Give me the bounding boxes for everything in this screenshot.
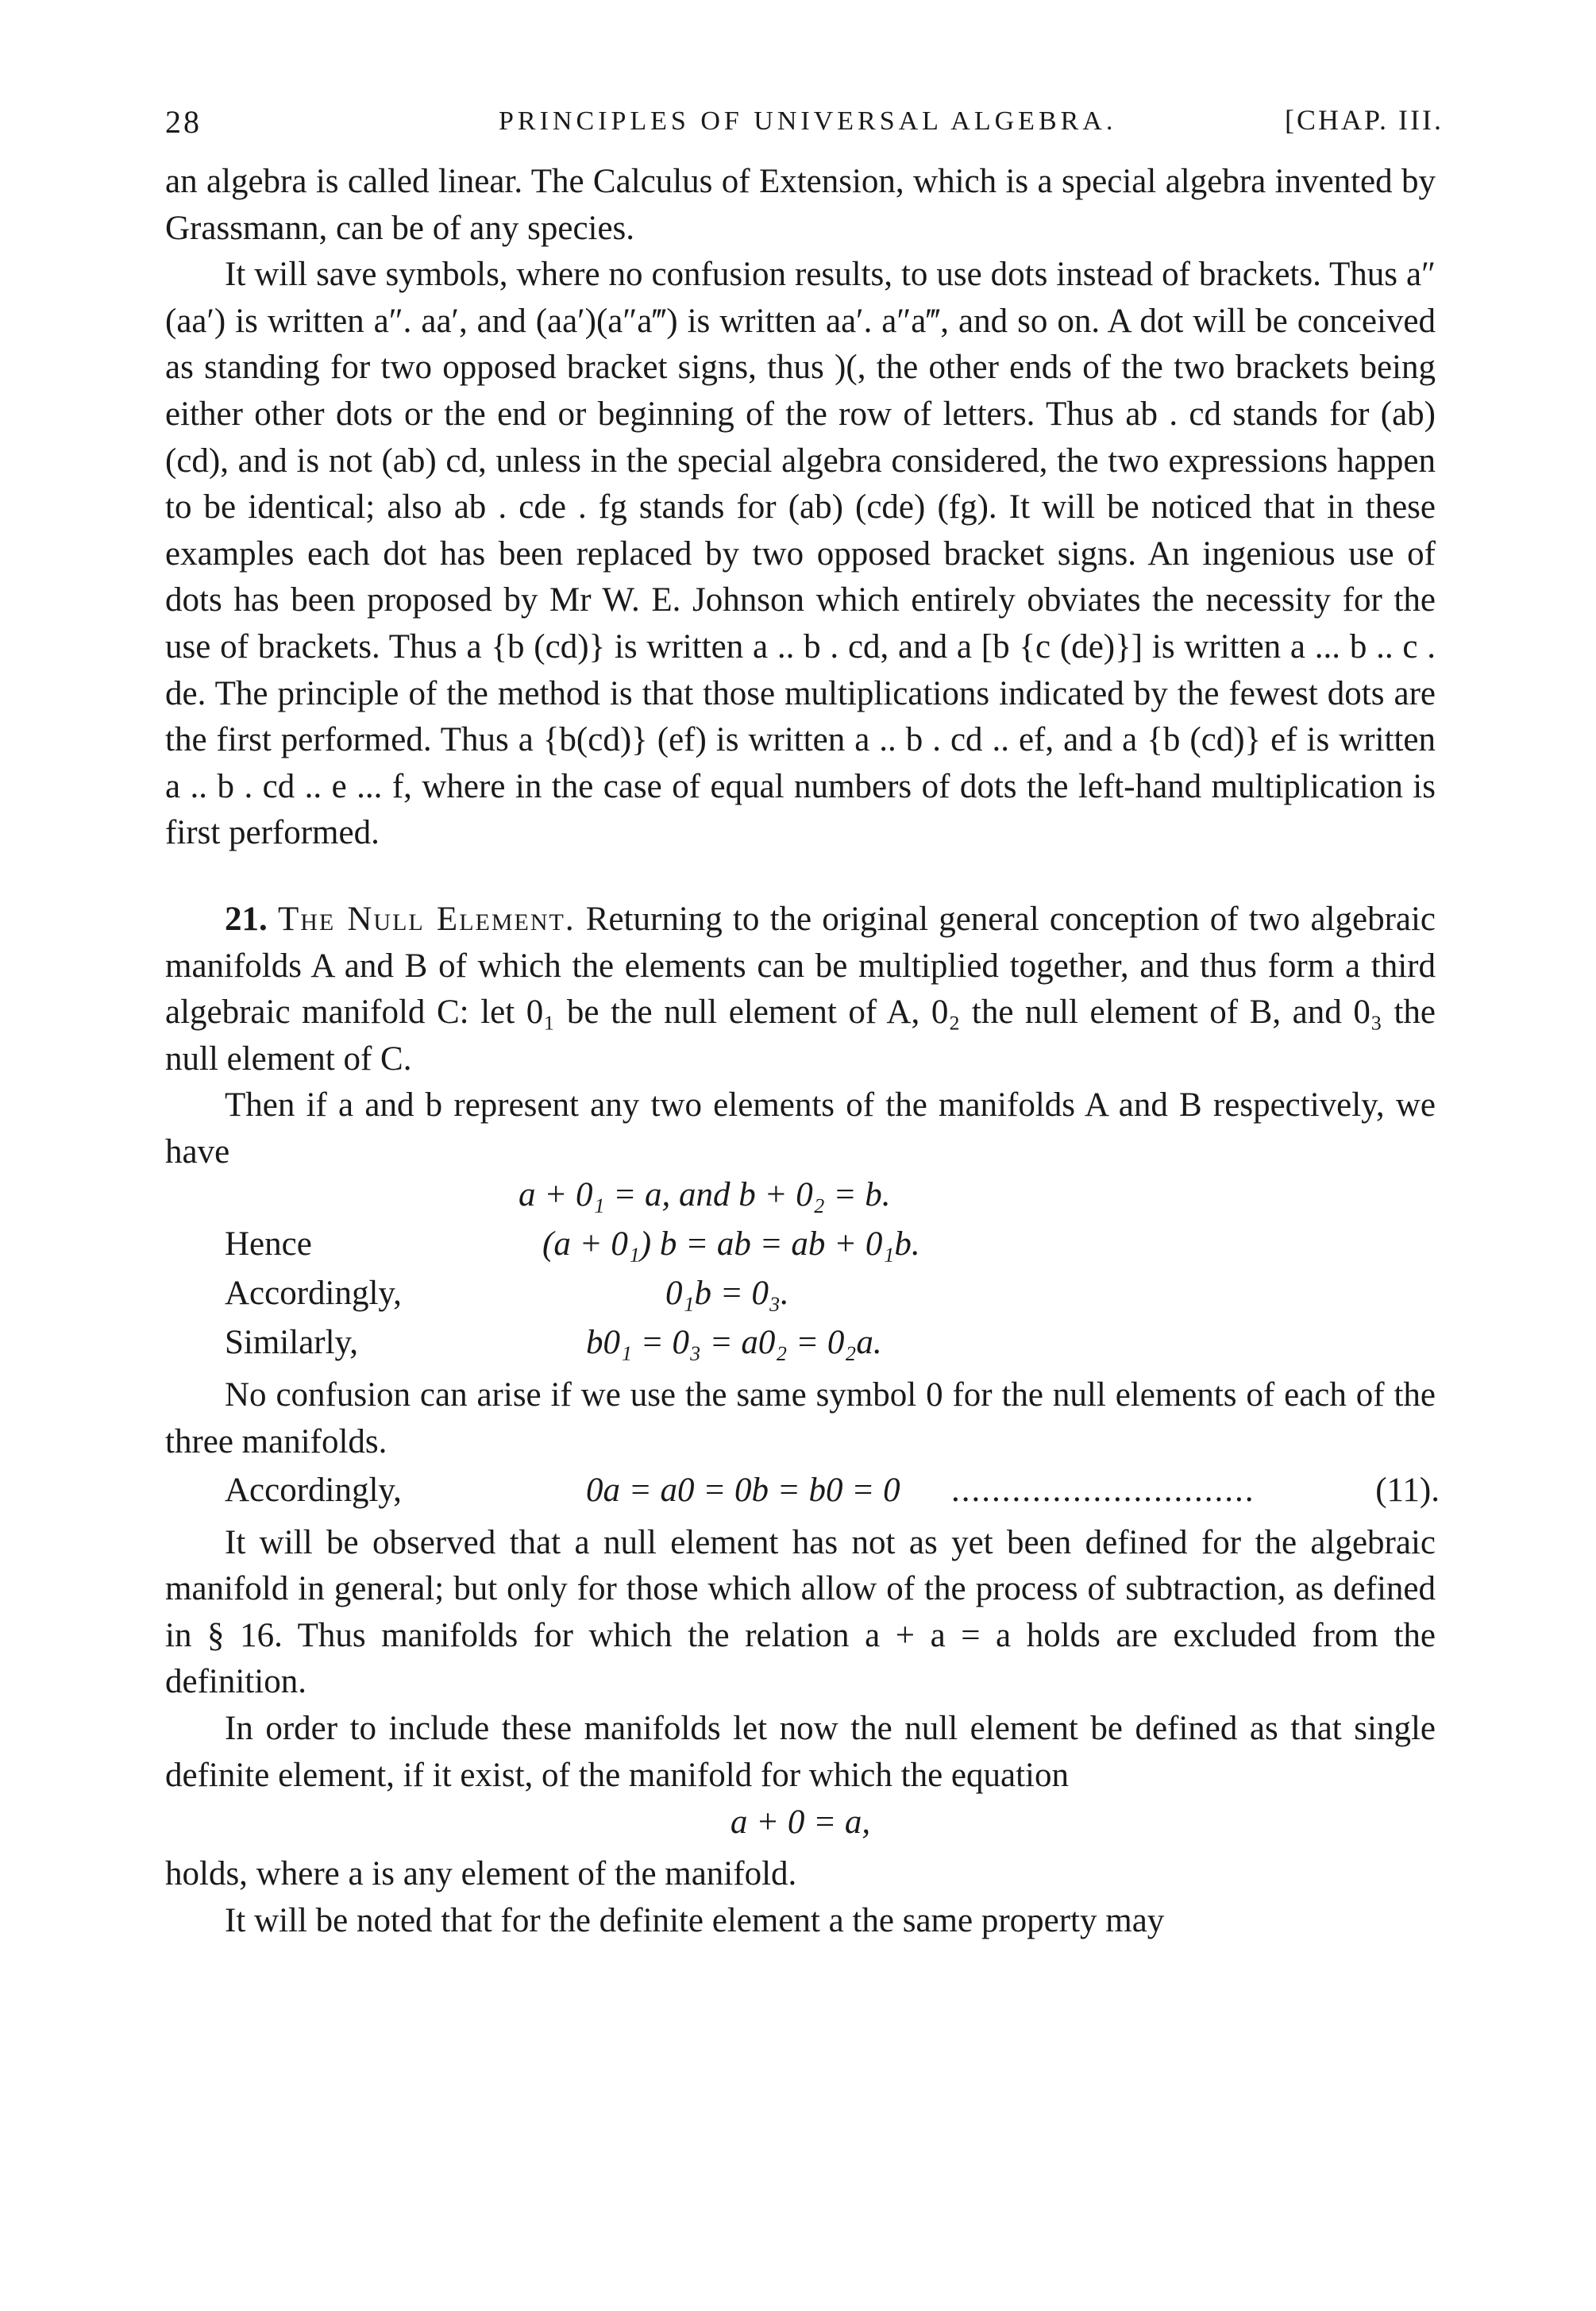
paragraph-same-symbol: No confusion can arise if we use the same symbol 0 for the null elements of each of the three manifolds. <box>165 1376 1436 1461</box>
equation-number: (11). <box>1375 1471 1440 1509</box>
section-intro-text: Returning to the original general conception of two algebraic manifolds A and B of which the elements can be multiplied together, and thus form a third algebraic manifold C: let 0₁ be the null element of A, 0₂ the null element of B, and 0₃ the null element of C. <box>165 900 1436 1078</box>
equation-null-product: 0₁b = 0₃. <box>665 1275 789 1313</box>
paragraph-linear-algebra: an algebra is called linear. The Calculus of Extension, which is a special algebra invented by Grassmann, can be of any species. <box>165 163 1436 247</box>
label-accordingly: Accordingly, <box>225 1275 402 1313</box>
equation-similarly: b0₁ = 0₃ = a0₂ = 0₂a. <box>586 1324 882 1362</box>
equation-row-3 <box>165 1274 1436 1323</box>
page-header <box>165 103 1444 159</box>
section-gap <box>165 857 1436 897</box>
page-number: 28 <box>165 104 202 140</box>
chapter-label: [CHAP. III. <box>1285 104 1444 136</box>
equation-identity: a + 0 = a, <box>730 1804 871 1842</box>
equation-leader-dots: .............................. <box>951 1471 1255 1509</box>
paragraph-elements-ab: Then if a and b represent any two elements of the manifolds A and B respectively, we have <box>165 1086 1436 1171</box>
equation-row-2 <box>165 1225 1436 1274</box>
section-number: 21. <box>225 900 268 938</box>
label-accordingly-2: Accordingly, <box>225 1471 402 1509</box>
page <box>165 103 1444 1944</box>
section-title: The Null Element. <box>277 900 576 938</box>
equation-row-1 <box>165 1175 1436 1225</box>
equation-eleven: 0a = a0 = 0b = b0 = 0 <box>586 1471 900 1509</box>
paragraph-null-element-intro <box>165 897 1436 1082</box>
equation-product: (a + 0₁) b = ab = ab + 0₁b. <box>542 1225 920 1264</box>
paragraph-include-manifolds: In order to include these manifolds let now the null element be defined as that single definite element, if it exist, of the manifold for which the equation <box>165 1710 1436 1794</box>
paragraph-definite-element: It will be noted that for the definite element a the same property may <box>225 1901 1165 1939</box>
equation-null-sums: a + 0₁ = a, and b + 0₂ = b. <box>519 1176 891 1214</box>
paragraph-any-element: holds, where a is any element of the manifold. <box>165 1855 797 1893</box>
equation-row-5 <box>165 1471 1440 1520</box>
paragraph-dots-notation: It will save symbols, where no confusion results, to use dots instead of brackets. Thus a″(aa′) is written a″. aa′, and (aa′)(a″a‴) is written aa′. a″a‴, and so on. A dot will be conceived as standing for two opposed bracket signs, thus )(, the other ends of the two brackets being either other dots or the end or beginning of the row of letters. Thus ab . cd stands for (ab) (cd), and is not (ab) cd, unless in the special algebra considered, the two expressions happen to be identical; also ab . cde . fg stands for (ab) (cde) (fg). It will be noticed that in these examples each dot has been replaced by two opposed bracket signs. An ingenious use of dots has been proposed by Mr W. E. Johnson which entirely obviates the necessity for the use of brackets. Thus a {b (cd)} is written a .. b . cd, and a [b {c (de)}] is written a ... b .. c . de. The principle of the method is that those multiplications indicated by the fewest dots are the first performed. Thus a {b(cd)} (ef) is written a .. b . cd .. ef, and a {b (cd)} ef is written a .. b . cd .. e ... f, where in the case of equal numbers of dots the left-hand multiplication is first performed. <box>165 256 1436 852</box>
paragraph-null-not-defined: It will be observed that a null element has not as yet been defined for the algebraic manifold in general; but only for those which allow of the process of subtraction, as defined in § 16. Thus manifolds for which the relation a + a = a holds are excluded from the definition. <box>165 1523 1436 1701</box>
equation-row-4 <box>165 1323 1436 1372</box>
running-title: PRINCIPLES OF UNIVERSAL ALGEBRA. <box>499 106 1117 136</box>
label-similarly: Similarly, <box>225 1324 359 1362</box>
label-hence: Hence <box>225 1225 312 1264</box>
